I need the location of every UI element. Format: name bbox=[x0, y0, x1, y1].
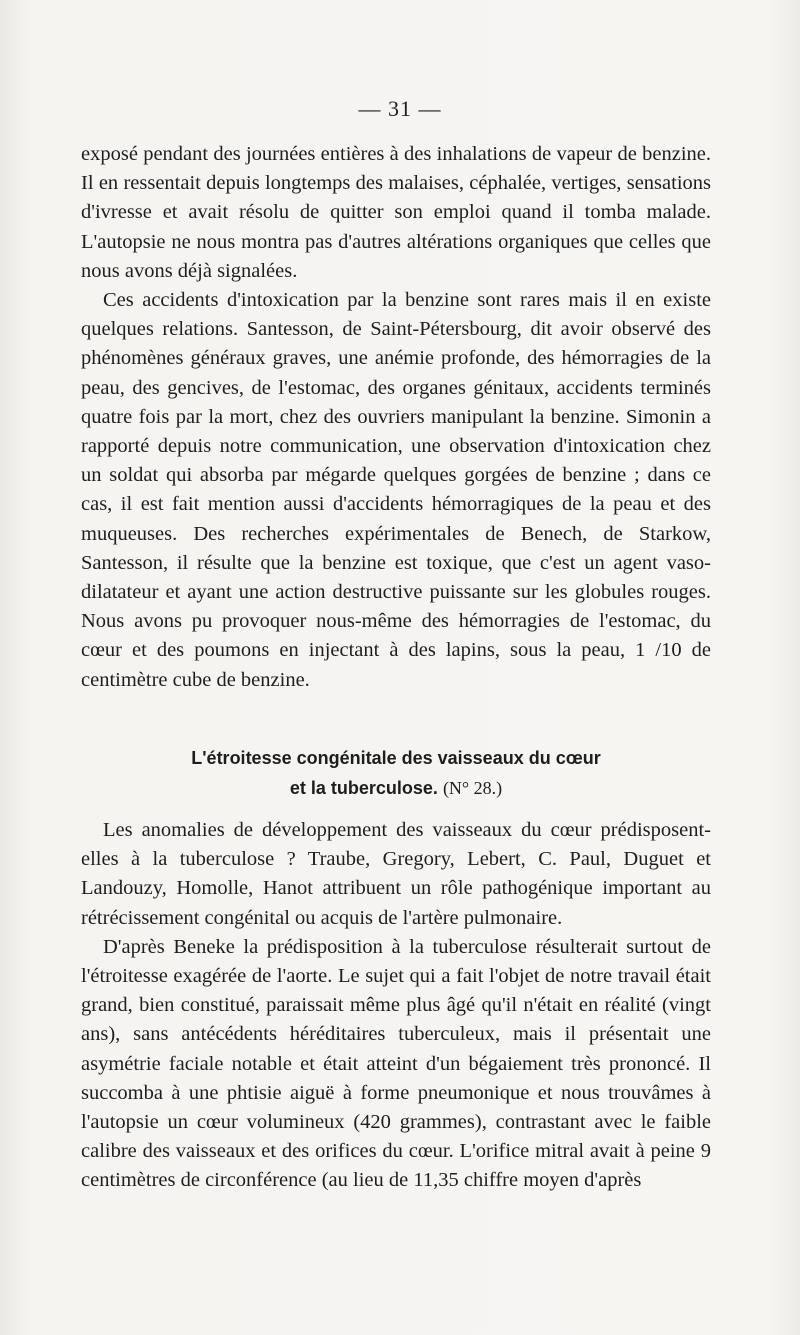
section-title-line2-wrap bbox=[81, 773, 711, 803]
text-block-intoxication bbox=[81, 140, 711, 695]
paragraph-anomalies: Les anomalies de développement des vaisseaux du cœur prédisposent-elles à la tuberculose ? Traube, Gregory, Lebert, C. Paul, Duguet et Landouzy, Homolle, Hanot attribuent un rôle pathogénique important au rétrécissement congénital ou acquis de l'artère pulmonaire. bbox=[81, 819, 711, 929]
page-number: — 31 — bbox=[358, 96, 442, 121]
section-title-line1: L'étroitesse congénitale des vaisseaux du cœur bbox=[191, 748, 601, 768]
section-heading bbox=[81, 743, 711, 803]
text-block-tuberculosis bbox=[81, 816, 711, 1196]
paragraph-continued: exposé pendant des journées entières à des inhalations de vapeur de benzine. Il en ressentait depuis longtemps des malaises, céphalée, vertiges, sensations d'ivresse et avait résolu de quitter son emploi quand il tomba malade. L'autopsie ne nous montra pas d'autres altérations organiques que celles que nous avons déjà signalées. bbox=[81, 143, 711, 282]
section-reference: (N° 28.) bbox=[442, 778, 503, 798]
paragraph-benzine-accidents: Ces accidents d'intoxication par la benzine sont rares mais il en existe quelques relations. Santesson, de Saint-Pétersbourg, dit avoir observé des phénomènes généraux graves, une anémie profonde, des hémorragies de la peau, des gencives, de l'estomac, des organes génitaux, accidents terminés quatre fois par la mort, chez des ouvriers manipulant la benzine. Simonin a rapporté depuis notre communication, une observation d'intoxication chez un soldat qui absorba par mégarde quelques gorgées de benzine ; dans ce cas, il est fait mention aussi d'accidents hémorragiques de la peau et des muqueuses. Des recherches expérimentales de Benech, de Starkow, Santesson, il résulte que la benzine est toxique, que c'est un agent vaso-dilatateur et ayant une action destructive puissante sur les globules rouges. Nous avons pu provoquer nous-même des hémorragies de l'estomac, du cœur et des poumons en injectant à des lapins, sous la peau, 1 /10 de centimètre cube de benzine. bbox=[81, 289, 711, 691]
paragraph-beneke: D'après Beneke la prédisposition à la tuberculose résulterait surtout de l'étroitesse exagérée de l'aorte. Le sujet qui a fait l'objet de notre travail était grand, bien constitué, paraissait même plus âgé qu'il n'était en réalité (vingt ans), sans antécédents héréditaires tuberculeux, mais il présentait une asymétrie faciale notable et était atteint d'un bégaiement très prononcé. Il succomba à une phtisie aiguë à forme pneumonique et nous trouvâmes à l'autopsie un cœur volumineux (420 grammes), contrastant avec le faible calibre des vaisseaux et des orifices du cœur. L'orifice mitral avait à peine 9 centimètres de circonférence (au lieu de 11,35 chiffre moyen d'après bbox=[81, 935, 711, 1192]
section-title-line2: et la tuberculose. bbox=[289, 778, 438, 798]
